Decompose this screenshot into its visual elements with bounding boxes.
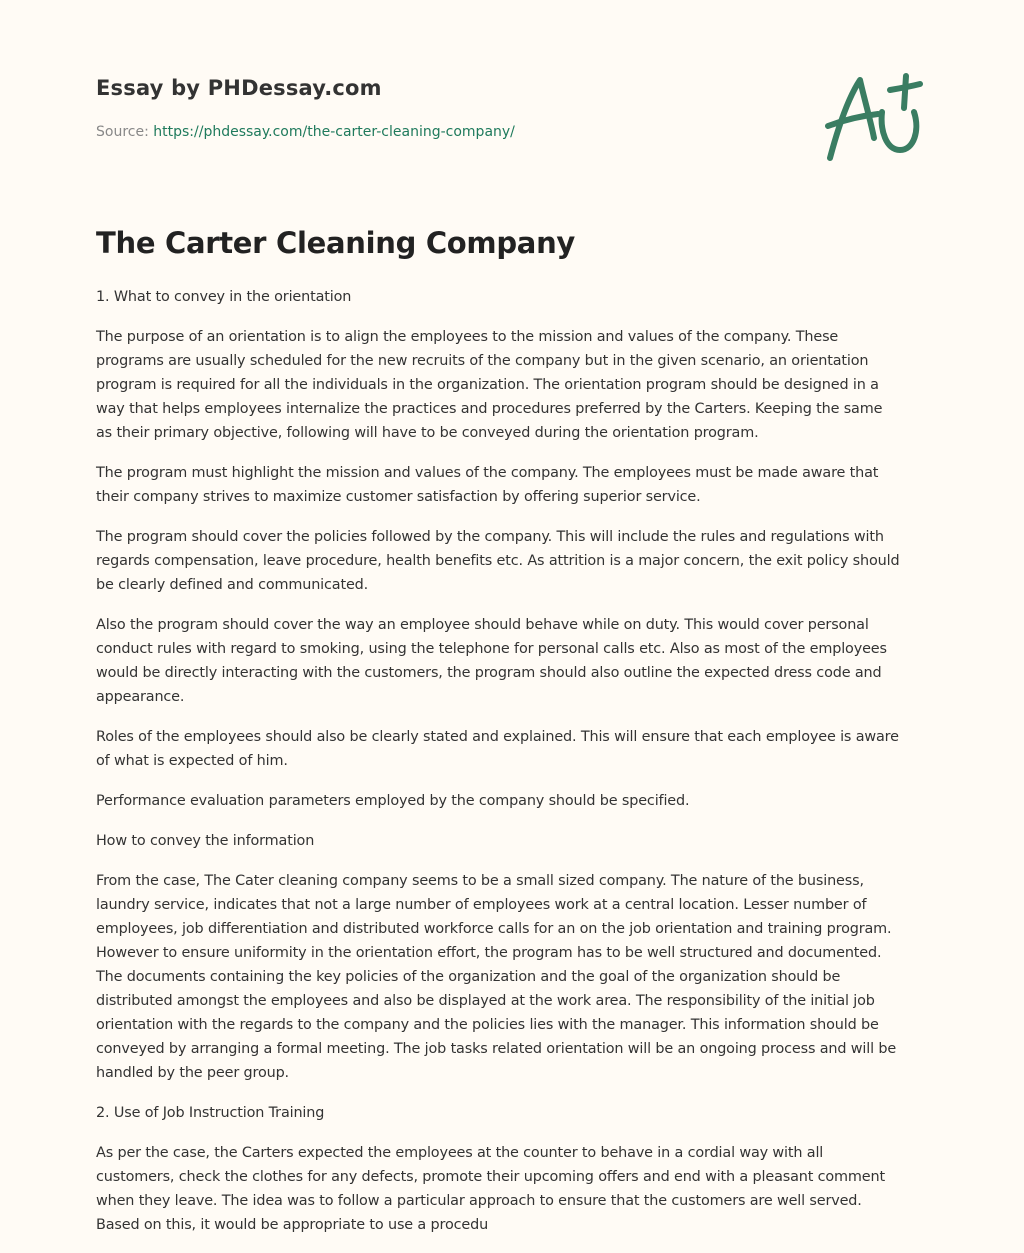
section-heading [96,829,946,853]
text-line: orientation with the regards to the company and the policies lies with the manager. This information should be [96,1017,879,1033]
text-line: The documents containing the key policies of the organization and the goal of the organization should be [96,969,841,985]
paragraph [96,613,946,709]
text-line: regards compensation, leave procedure, health benefits etc. As attrition is a major concern, the exit policy should [96,553,900,569]
a-plus-logo-icon [820,68,930,164]
text-line: The program should cover the policies followed by the company. This will include the rules and regulations with [96,529,884,545]
text-line: 1. What to convey in the orientation [96,289,352,305]
source-label: Source: [96,124,149,140]
text-line: be clearly defined and communicated. [96,577,369,593]
text-line: The purpose of an orientation is to align the employees to the mission and values of the company. These [96,329,839,345]
text-line: conduct rules with regard to smoking, using the telephone for personal calls etc. Also as most of the employees [96,641,887,657]
text-line: would be directly interacting with the customers, the program should also outline the expected dress code and [96,665,882,681]
text-line: of what is expected of him. [96,753,288,769]
paragraph [96,525,946,597]
text-line: However to ensure uniformity in the orientation effort, the program has to be well structured and documented. [96,945,882,961]
source-link[interactable]: https://phdessay.com/the-carter-cleaning-company/ [153,124,515,140]
text-line: their company strives to maximize customer satisfaction by offering superior service. [96,489,701,505]
text-line: How to convey the information [96,833,315,849]
text-line: as their primary objective, following will have to be conveyed during the orientation program. [96,425,759,441]
paragraph [96,325,946,445]
essay-body [96,285,946,1253]
text-line: when they leave. The idea was to follow a particular approach to ensure that the customers are well served. [96,1193,862,1209]
text-line: laundry service, indicates that not a large number of employees work at a central location. Lesser number of [96,897,867,913]
text-line: programs are usually scheduled for the new recruits of the company but in the given scenario, an orientation [96,353,869,369]
text-line: employees, job differentiation and distributed workforce calls for an on the job orientation and training program. [96,921,892,937]
text-line: conveyed by arranging a formal meeting. The job tasks related orientation will be an ongoing process and will be [96,1041,897,1057]
text-line: From the case, The Cater cleaning company seems to be a small sized company. The nature of the business, [96,873,864,889]
paragraph [96,869,946,1085]
text-line: handled by the peer group. [96,1065,289,1081]
section-heading [96,1101,946,1125]
text-line: As per the case, the Carters expected the employees at the counter to behave in a cordial way with all [96,1145,824,1161]
text-line: distributed amongst the employees and also be displayed at the work area. The responsibility of the initial job [96,993,875,1009]
text-line: customers, check the clothes for any defects, promote their upcoming offers and end with a pleasant comment [96,1169,885,1185]
text-line: Performance evaluation parameters employed by the company should be specified. [96,793,690,809]
text-line: appearance. [96,689,185,705]
text-line: way that helps employees internalize the practices and procedures preferred by the Carters. Keeping the same [96,401,883,417]
text-line: The program must highlight the mission and values of the company. The employees must be made aware that [96,465,879,481]
text-line: Based on this, it would be appropriate to use a procedu [96,1217,489,1233]
paragraph [96,789,946,813]
essay-title: The Carter Cleaning Company [96,226,576,260]
text-line: program is required for all the individuals in the organization. The orientation program should be designed in a [96,377,879,393]
section-heading [96,285,946,309]
paragraph [96,461,946,509]
site-brand: Essay by PHDessay.com [96,76,382,100]
source-line [96,124,515,140]
paragraph [96,1141,946,1237]
paragraph [96,725,946,773]
text-line: Also the program should cover the way an employee should behave while on duty. This would cover personal [96,617,869,633]
text-line: Roles of the employees should also be clearly stated and explained. This will ensure that each employee is aware [96,729,899,745]
text-line: 2. Use of Job Instruction Training [96,1105,325,1121]
